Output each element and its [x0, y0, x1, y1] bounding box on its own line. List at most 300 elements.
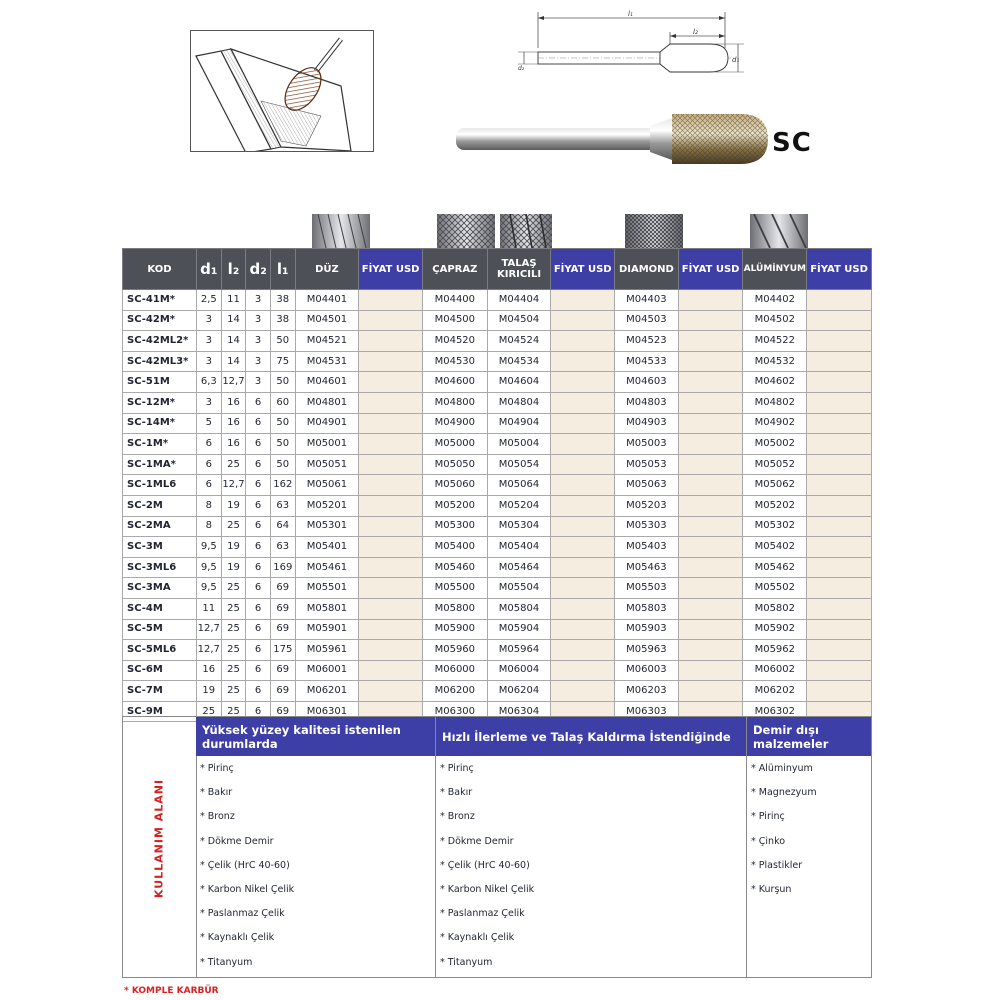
cell-capraz: M05800	[422, 598, 487, 619]
cell-talas: M04804	[487, 392, 551, 413]
table-row	[123, 495, 872, 516]
cell-kod: SC-42ML3*	[123, 351, 197, 372]
table-row	[123, 557, 872, 578]
price-cell	[807, 351, 872, 372]
cell-l1: 63	[270, 495, 295, 516]
cell-diamond: M05463	[615, 557, 679, 578]
cell-l2: 25	[221, 578, 246, 599]
cell-kod: SC-5ML6	[123, 640, 197, 661]
cell-capraz: M06000	[422, 660, 487, 681]
cell-duz: M06201	[295, 681, 359, 702]
cell-d2: 6	[246, 516, 271, 537]
price-cell	[551, 640, 615, 661]
usage-item: * Paslanmaz Çelik	[200, 907, 435, 931]
usage-section	[122, 716, 872, 978]
cell-d1: 9,5	[196, 537, 221, 558]
price-cell	[359, 598, 423, 619]
price-cell	[551, 516, 615, 537]
usage-item: * Kaynaklı Çelik	[200, 931, 435, 955]
price-cell	[678, 640, 743, 661]
usage-item: * Kurşun	[751, 883, 871, 907]
cell-d2: 3	[246, 331, 271, 352]
cell-capraz: M05060	[422, 475, 487, 496]
cell-l2: 25	[221, 660, 246, 681]
cell-kod: SC-51M	[123, 372, 197, 393]
usage-item: * Bronz	[200, 810, 435, 834]
cell-diamond: M04603	[615, 372, 679, 393]
price-cell	[551, 413, 615, 434]
price-cell	[807, 495, 872, 516]
usage-item: * Çinko	[751, 835, 871, 859]
d2-label: d₂	[518, 65, 525, 72]
cell-aluminyum: M05002	[743, 434, 807, 455]
cell-d2: 6	[246, 701, 271, 722]
cell-kod: SC-42ML2*	[123, 331, 197, 352]
cell-talas: M06204	[487, 681, 551, 702]
cell-capraz: M06200	[422, 681, 487, 702]
usage-title: KULLANIM ALANI	[152, 778, 166, 899]
cell-l1: 63	[270, 537, 295, 558]
cell-d1: 19	[196, 681, 221, 702]
cell-l1: 50	[270, 331, 295, 352]
price-cell	[807, 475, 872, 496]
usage-item: * Bronz	[440, 810, 746, 834]
table-row	[123, 434, 872, 455]
cell-d2: 6	[246, 660, 271, 681]
cell-diamond: M05053	[615, 454, 679, 475]
cell-kod: SC-3ML6	[123, 557, 197, 578]
cell-diamond: M05803	[615, 598, 679, 619]
price-cell	[359, 331, 423, 352]
price-cell	[551, 372, 615, 393]
price-cell	[551, 331, 615, 352]
cell-kod: SC-9M	[123, 701, 197, 722]
price-cell	[678, 392, 743, 413]
cell-d1: 2,5	[196, 290, 221, 311]
price-cell	[359, 413, 423, 434]
cell-diamond: M05963	[615, 640, 679, 661]
product-photo	[450, 108, 770, 170]
cell-d2: 6	[246, 681, 271, 702]
cell-l2: 25	[221, 454, 246, 475]
cell-capraz: M04800	[422, 392, 487, 413]
cell-aluminyum: M05902	[743, 619, 807, 640]
cell-duz: M04401	[295, 290, 359, 311]
cell-l1: 69	[270, 619, 295, 640]
usage-item: * Karbon Nikel Çelik	[200, 883, 435, 907]
cell-diamond: M06303	[615, 701, 679, 722]
price-cell	[678, 310, 743, 331]
usage-item: * Bakır	[440, 786, 746, 810]
price-cell	[807, 331, 872, 352]
cell-l2: 25	[221, 640, 246, 661]
cell-talas: M05004	[487, 434, 551, 455]
cell-kod: SC-12M*	[123, 392, 197, 413]
cell-d2: 6	[246, 619, 271, 640]
cell-d2: 6	[246, 434, 271, 455]
cell-d1: 3	[196, 392, 221, 413]
cell-d2: 3	[246, 372, 271, 393]
price-cell	[359, 475, 423, 496]
footnote: * KOMPLE KARBÜR	[124, 986, 219, 996]
price-cell	[359, 454, 423, 475]
cell-talas: M04604	[487, 372, 551, 393]
header-capraz: ÇAPRAZ	[422, 249, 487, 290]
cell-l2: 25	[221, 681, 246, 702]
price-cell	[359, 681, 423, 702]
header-aluminyum: ALÜMİNYUM	[743, 249, 807, 290]
cell-d2: 6	[246, 598, 271, 619]
cell-duz: M05401	[295, 537, 359, 558]
price-cell	[359, 372, 423, 393]
cell-duz: M05901	[295, 619, 359, 640]
cell-aluminyum: M06202	[743, 681, 807, 702]
cell-aluminyum: M05402	[743, 537, 807, 558]
cell-talas: M05904	[487, 619, 551, 640]
cell-l2: 12,7	[221, 372, 246, 393]
table-row	[123, 516, 872, 537]
cell-duz: M04601	[295, 372, 359, 393]
price-cell	[551, 598, 615, 619]
cell-kod: SC-3MA	[123, 578, 197, 599]
cell-kod: SC-42M*	[123, 310, 197, 331]
cell-talas: M05204	[487, 495, 551, 516]
usage-column-1	[196, 717, 436, 977]
cell-l1: 50	[270, 372, 295, 393]
cell-aluminyum: M05062	[743, 475, 807, 496]
cell-l1: 69	[270, 681, 295, 702]
cell-aluminyum: M05962	[743, 640, 807, 661]
spec-table	[122, 248, 872, 722]
cell-d1: 8	[196, 516, 221, 537]
cell-capraz: M05300	[422, 516, 487, 537]
usage-item: * Titanyum	[440, 956, 746, 980]
l2-label: l₂	[693, 28, 698, 36]
cell-l1: 50	[270, 454, 295, 475]
cell-l1: 175	[270, 640, 295, 661]
cell-talas: M05304	[487, 516, 551, 537]
cell-l1: 38	[270, 310, 295, 331]
cell-l2: 14	[221, 351, 246, 372]
cell-duz: M05461	[295, 557, 359, 578]
swatch-talas	[500, 214, 552, 248]
cell-d2: 6	[246, 578, 271, 599]
table-row	[123, 331, 872, 352]
header-fiyat-4: FİYAT USD	[807, 249, 872, 290]
cell-aluminyum: M05302	[743, 516, 807, 537]
usage-item: * Titanyum	[200, 956, 435, 980]
usage-item: * Kaynaklı Çelik	[440, 931, 746, 955]
price-cell	[807, 537, 872, 558]
cell-l2: 25	[221, 516, 246, 537]
price-cell	[359, 537, 423, 558]
cell-diamond: M06203	[615, 681, 679, 702]
cell-d2: 6	[246, 640, 271, 661]
price-cell	[359, 310, 423, 331]
swatch-capraz	[437, 214, 495, 248]
price-cell	[807, 578, 872, 599]
cell-l1: 69	[270, 701, 295, 722]
cell-duz: M05301	[295, 516, 359, 537]
cell-l1: 60	[270, 392, 295, 413]
cell-diamond: M05903	[615, 619, 679, 640]
price-cell	[551, 557, 615, 578]
cell-talas: M05064	[487, 475, 551, 496]
cell-d2: 6	[246, 454, 271, 475]
cell-d1: 5	[196, 413, 221, 434]
cell-l1: 69	[270, 660, 295, 681]
price-cell	[359, 392, 423, 413]
price-cell	[359, 578, 423, 599]
price-cell	[678, 290, 743, 311]
cell-l2: 16	[221, 392, 246, 413]
swatch-aluminyum	[750, 214, 808, 248]
cell-aluminyum: M05052	[743, 454, 807, 475]
cell-diamond: M05003	[615, 434, 679, 455]
spec-table-body	[123, 290, 872, 722]
price-cell	[551, 495, 615, 516]
cell-duz: M04531	[295, 351, 359, 372]
cell-aluminyum: M06302	[743, 701, 807, 722]
cell-d2: 3	[246, 351, 271, 372]
price-cell	[678, 578, 743, 599]
cell-diamond: M06003	[615, 660, 679, 681]
table-row	[123, 310, 872, 331]
swatch-diamond	[625, 214, 683, 248]
usage-item: * Plastikler	[751, 859, 871, 883]
cell-capraz: M05900	[422, 619, 487, 640]
usage-item: * Dökme Demir	[440, 835, 746, 859]
cell-aluminyum: M04902	[743, 413, 807, 434]
price-cell	[678, 681, 743, 702]
cell-d2: 6	[246, 495, 271, 516]
cell-d1: 12,7	[196, 619, 221, 640]
cell-duz: M05801	[295, 598, 359, 619]
price-cell	[359, 640, 423, 661]
usage-column-3	[747, 717, 871, 977]
cell-kod: SC-4M	[123, 598, 197, 619]
cell-d1: 16	[196, 660, 221, 681]
cell-capraz: M04900	[422, 413, 487, 434]
table-row	[123, 372, 872, 393]
cell-talas: M04524	[487, 331, 551, 352]
table-row	[123, 413, 872, 434]
cell-aluminyum: M04522	[743, 331, 807, 352]
price-cell	[678, 619, 743, 640]
cell-capraz: M05000	[422, 434, 487, 455]
cell-l1: 169	[270, 557, 295, 578]
usage-item: * Pirinç	[751, 810, 871, 834]
cell-diamond: M05203	[615, 495, 679, 516]
price-cell	[359, 516, 423, 537]
table-row	[123, 660, 872, 681]
usage-side-panel	[123, 717, 197, 977]
usage-item: * Paslanmaz Çelik	[440, 907, 746, 931]
cell-talas: M04534	[487, 351, 551, 372]
price-cell	[678, 434, 743, 455]
price-cell	[359, 434, 423, 455]
cell-d1: 3	[196, 331, 221, 352]
cell-l2: 16	[221, 434, 246, 455]
cell-l2: 25	[221, 598, 246, 619]
d1-label: d₁	[732, 56, 740, 64]
price-cell	[678, 475, 743, 496]
price-cell	[807, 454, 872, 475]
cell-l1: 38	[270, 290, 295, 311]
price-cell	[807, 557, 872, 578]
cell-talas: M05054	[487, 454, 551, 475]
usage-column-2-header: Hızlı İlerleme ve Talaş Kaldırma İstendiğinde	[436, 717, 746, 756]
cell-talas: M05464	[487, 557, 551, 578]
cell-d1: 12,7	[196, 640, 221, 661]
cell-d1: 11	[196, 598, 221, 619]
price-cell	[551, 578, 615, 599]
cell-d1: 3	[196, 351, 221, 372]
table-row	[123, 454, 872, 475]
cell-capraz: M04400	[422, 290, 487, 311]
cell-diamond: M04403	[615, 290, 679, 311]
cell-talas: M05804	[487, 598, 551, 619]
price-cell	[807, 372, 872, 393]
cell-duz: M06001	[295, 660, 359, 681]
cell-capraz: M04530	[422, 351, 487, 372]
cell-aluminyum: M04802	[743, 392, 807, 413]
usage-item: * Dökme Demir	[200, 835, 435, 859]
usage-column-1-header: Yüksek yüzey kalitesi istenilen durumlarda	[196, 717, 435, 756]
price-cell	[359, 495, 423, 516]
product-family-label: SC	[772, 128, 812, 158]
cell-diamond: M04903	[615, 413, 679, 434]
cell-d2: 6	[246, 392, 271, 413]
cell-l2: 19	[221, 495, 246, 516]
cell-duz: M05501	[295, 578, 359, 599]
cell-l2: 25	[221, 701, 246, 722]
cell-l1: 50	[270, 413, 295, 434]
price-cell	[678, 557, 743, 578]
price-cell	[678, 660, 743, 681]
cell-d2: 6	[246, 475, 271, 496]
table-row	[123, 578, 872, 599]
cell-kod: SC-7M	[123, 681, 197, 702]
price-cell	[807, 681, 872, 702]
table-header-row	[123, 249, 872, 290]
price-cell	[551, 290, 615, 311]
header-d1: d₁	[196, 249, 221, 290]
price-cell	[359, 290, 423, 311]
cell-l1: 69	[270, 578, 295, 599]
price-cell	[678, 537, 743, 558]
cell-kod: SC-1M*	[123, 434, 197, 455]
cell-capraz: M05960	[422, 640, 487, 661]
cell-capraz: M05500	[422, 578, 487, 599]
price-cell	[551, 434, 615, 455]
cell-diamond: M04523	[615, 331, 679, 352]
price-cell	[551, 310, 615, 331]
cell-l2: 19	[221, 537, 246, 558]
price-cell	[807, 392, 872, 413]
price-cell	[551, 660, 615, 681]
usage-item: * Bakır	[200, 786, 435, 810]
cell-aluminyum: M05802	[743, 598, 807, 619]
cell-aluminyum: M04502	[743, 310, 807, 331]
price-cell	[807, 310, 872, 331]
cell-capraz: M04500	[422, 310, 487, 331]
cell-aluminyum: M06002	[743, 660, 807, 681]
cell-capraz: M05400	[422, 537, 487, 558]
cell-capraz: M06300	[422, 701, 487, 722]
cell-diamond: M05063	[615, 475, 679, 496]
price-cell	[678, 413, 743, 434]
header-diamond: DIAMOND	[615, 249, 679, 290]
price-cell	[359, 660, 423, 681]
cell-talas: M04904	[487, 413, 551, 434]
table-row	[123, 640, 872, 661]
cell-d1: 8	[196, 495, 221, 516]
price-cell	[551, 475, 615, 496]
cell-diamond: M04533	[615, 351, 679, 372]
price-cell	[359, 351, 423, 372]
cell-d1: 9,5	[196, 557, 221, 578]
cell-duz: M04901	[295, 413, 359, 434]
price-cell	[359, 619, 423, 640]
cell-aluminyum: M05462	[743, 557, 807, 578]
header-l2: l₂	[221, 249, 246, 290]
cell-kod: SC-1ML6	[123, 475, 197, 496]
cell-d1: 9,5	[196, 578, 221, 599]
cell-d2: 3	[246, 290, 271, 311]
usage-item: * Çelik (HrC 40-60)	[200, 859, 435, 883]
usage-item: * Karbon Nikel Çelik	[440, 883, 746, 907]
cell-talas: M06304	[487, 701, 551, 722]
table-row	[123, 619, 872, 640]
header-fiyat-3: FİYAT USD	[678, 249, 743, 290]
cell-talas: M05964	[487, 640, 551, 661]
cell-talas: M04404	[487, 290, 551, 311]
cell-kod: SC-6M	[123, 660, 197, 681]
usage-item: * Pirinç	[440, 762, 746, 786]
header-fiyat-1: FİYAT USD	[359, 249, 423, 290]
cell-kod: SC-41M*	[123, 290, 197, 311]
cell-kod: SC-1MA*	[123, 454, 197, 475]
price-cell	[551, 619, 615, 640]
cell-aluminyum: M04602	[743, 372, 807, 393]
cell-kod: SC-3M	[123, 537, 197, 558]
price-cell	[678, 331, 743, 352]
cell-l1: 162	[270, 475, 295, 496]
cell-capraz: M05050	[422, 454, 487, 475]
header-d2: d₂	[246, 249, 271, 290]
price-cell	[807, 660, 872, 681]
cell-duz: M04801	[295, 392, 359, 413]
table-row	[123, 537, 872, 558]
cell-duz: M04521	[295, 331, 359, 352]
cell-d1: 6	[196, 475, 221, 496]
cell-kod: SC-2M	[123, 495, 197, 516]
cell-d2: 6	[246, 557, 271, 578]
cell-kod: SC-14M*	[123, 413, 197, 434]
price-cell	[551, 537, 615, 558]
table-row	[123, 392, 872, 413]
cell-l2: 16	[221, 413, 246, 434]
price-cell	[807, 598, 872, 619]
price-cell	[807, 640, 872, 661]
price-cell	[551, 351, 615, 372]
table-row	[123, 351, 872, 372]
header-duz: DÜZ	[295, 249, 359, 290]
cell-duz: M05961	[295, 640, 359, 661]
price-cell	[359, 557, 423, 578]
burr-usage-sketch	[191, 31, 374, 152]
